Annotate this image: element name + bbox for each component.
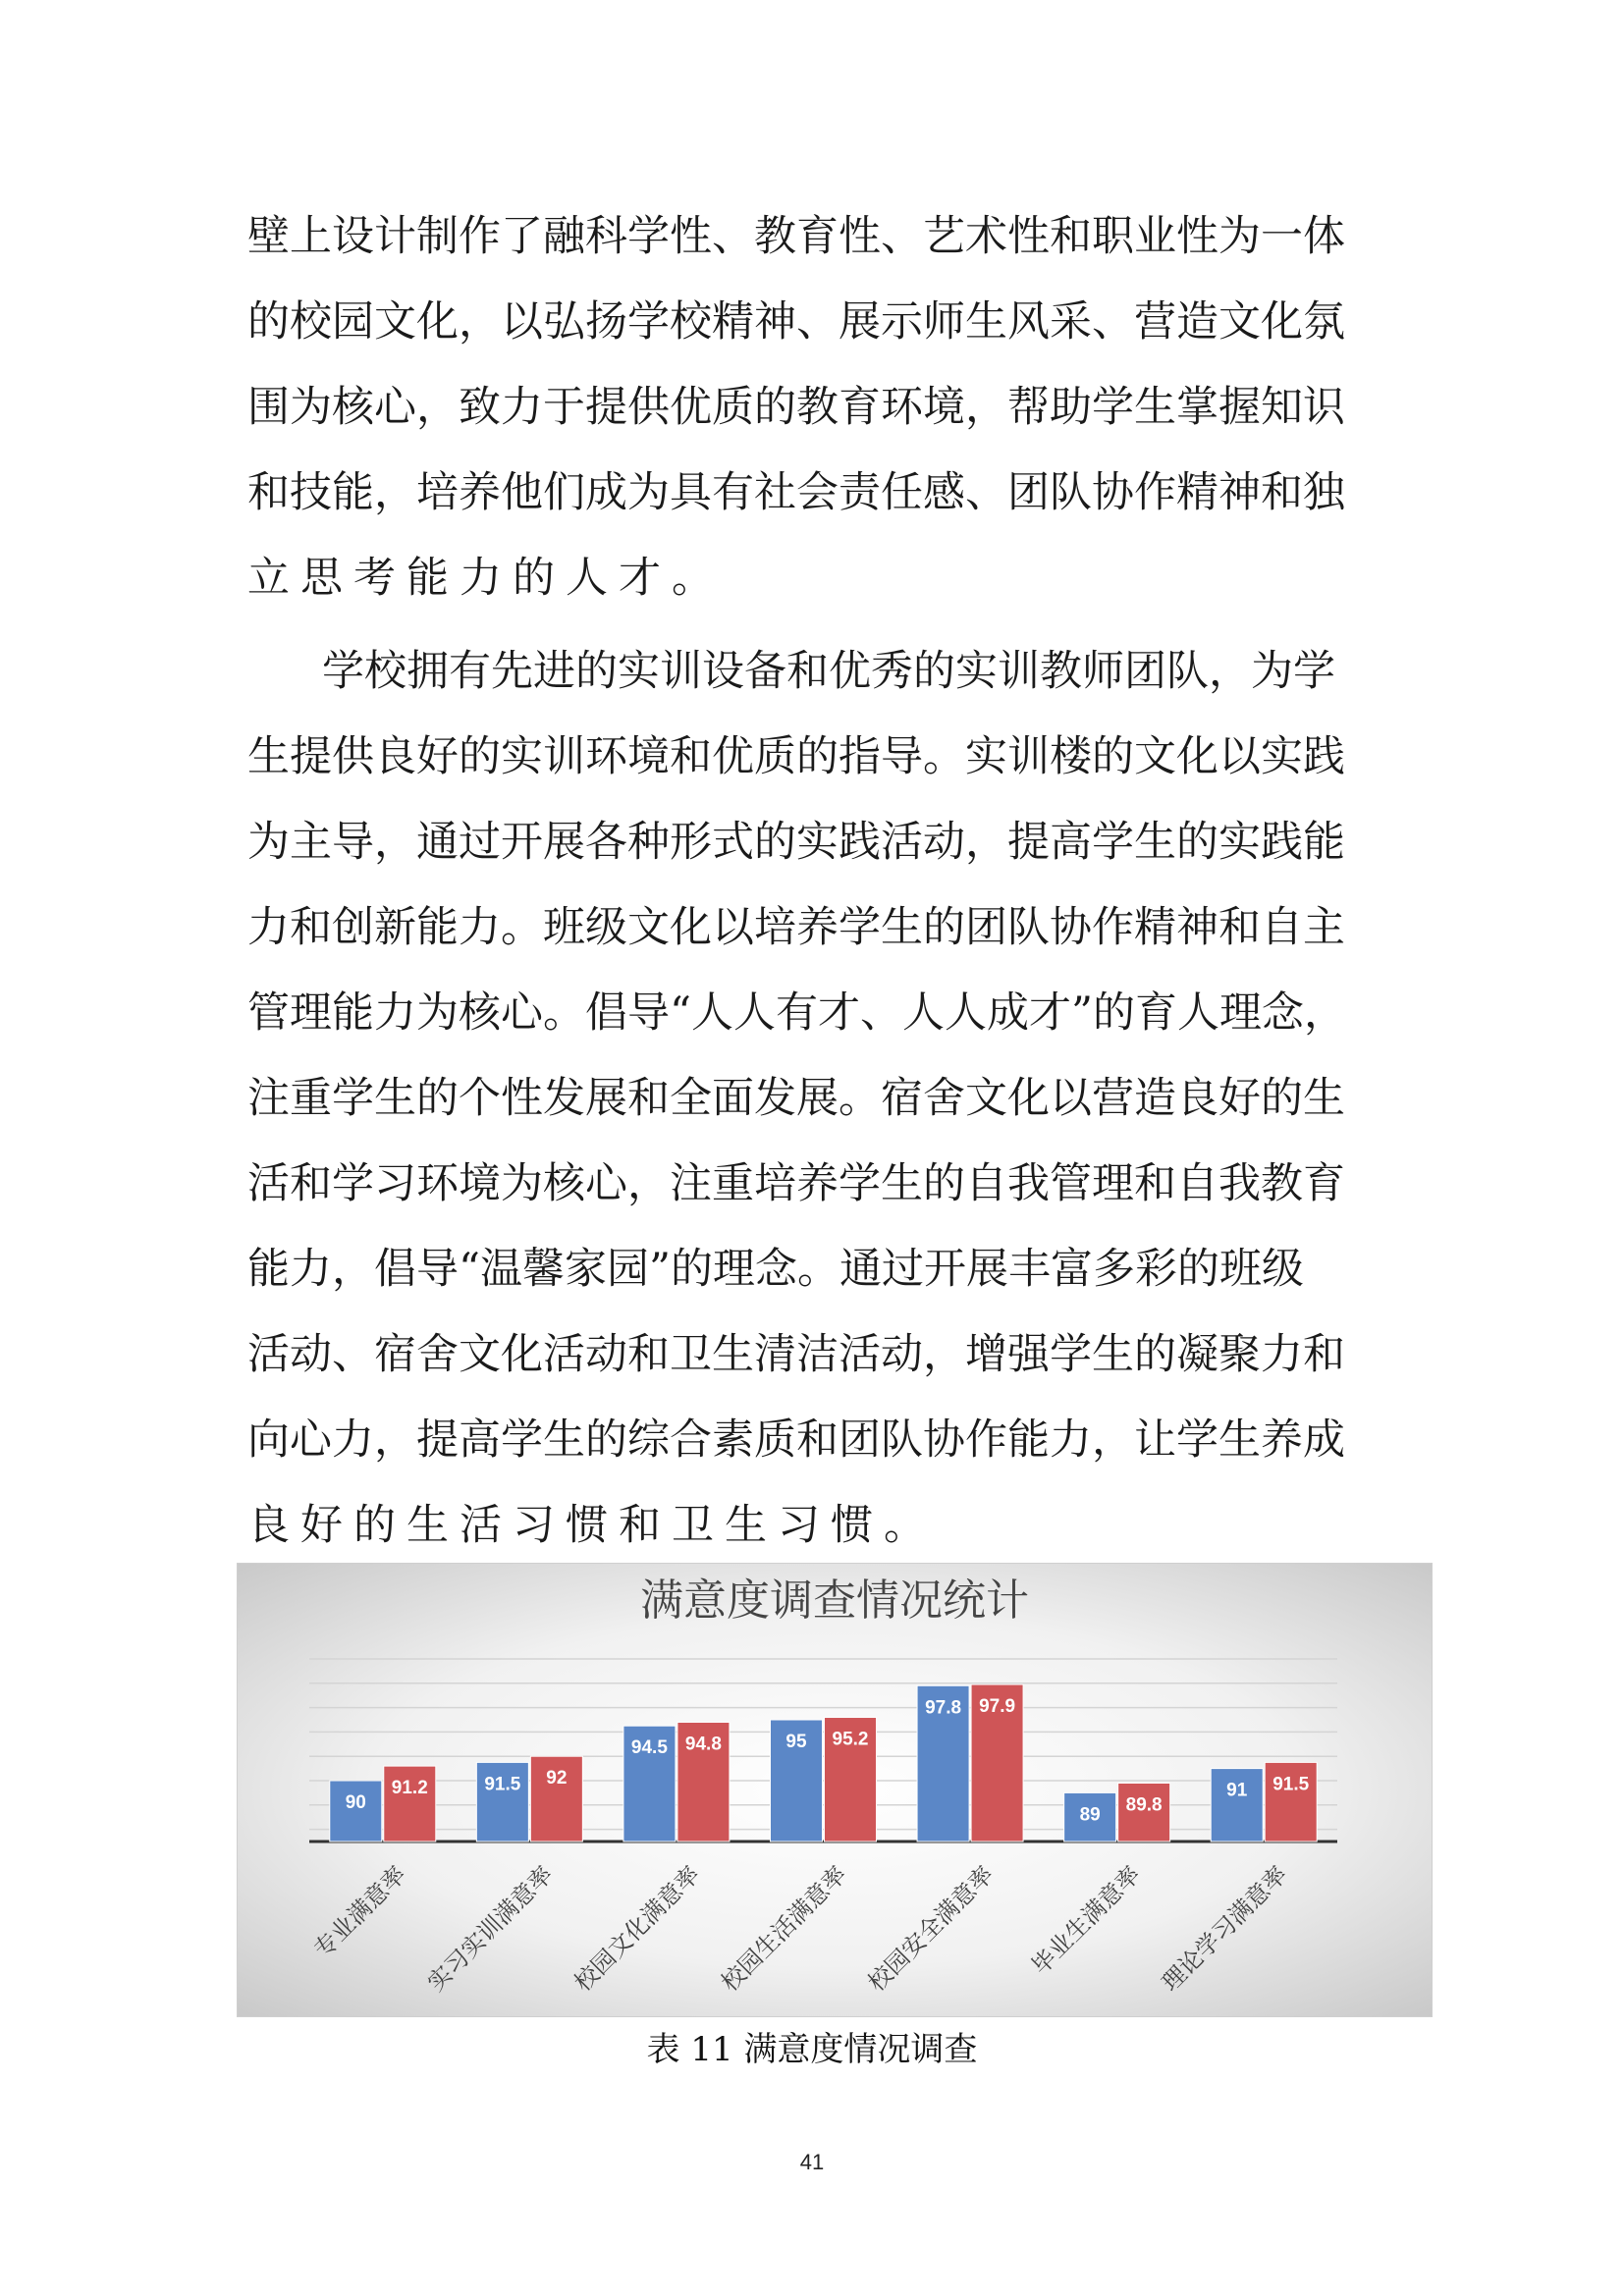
data-label: 89 <box>1079 1804 1101 1826</box>
figure-caption: 表 11 满意度情况调查 <box>646 2030 978 2069</box>
data-label: 91.5 <box>1272 1774 1310 1795</box>
category-label: 理论学习满意率 <box>1156 1860 1293 1998</box>
text-line: 的校园文化，以弘扬学校精神、展示师生风采、营造文化氛 <box>247 297 1345 347</box>
data-label: 94.8 <box>684 1734 722 1755</box>
text-line: 和技能，培养他们成为具有社会责任感、团队协作精神和独 <box>247 468 1345 517</box>
data-label: 97.8 <box>925 1697 962 1719</box>
text-line: 注重学生的个性发展和全面发展。宿舍文化以营造良好的生 <box>247 1074 1345 1123</box>
data-label: 92 <box>546 1768 568 1789</box>
text-line: 立思考能力的人才。 <box>247 554 725 603</box>
bar-chart-svg <box>238 1564 1432 2016</box>
category-label: 校园文化满意率 <box>568 1860 706 1998</box>
category-label: 实习实训满意率 <box>422 1860 559 1998</box>
data-label: 90 <box>345 1792 366 1813</box>
data-label: 95.2 <box>832 1729 869 1750</box>
data-label: 91.2 <box>391 1778 428 1799</box>
text-line: 活和学习环境为核心，注重培养学生的自我管理和自我教育 <box>247 1159 1345 1208</box>
text-line: 活动、宿舍文化活动和卫生清洁活动，增强学生的凝聚力和 <box>247 1330 1345 1379</box>
page-number: 41 <box>799 2150 825 2174</box>
text-line: 生提供良好的实训环境和优质的指导。实训楼的文化以实践 <box>247 732 1345 781</box>
text-line: 学校拥有先进的实训设备和优秀的实训教师团队，为学 <box>322 647 1335 696</box>
data-label: 97.9 <box>979 1696 1016 1718</box>
text-line: 管理能力为核心。倡导“人人有才、人人成才”的育人理念， <box>247 988 1346 1038</box>
text-line: 能力，倡导“温馨家园”的理念。通过开展丰富多彩的班级 <box>247 1245 1304 1294</box>
satisfaction-chart <box>237 1563 1433 2017</box>
data-label: 91.5 <box>484 1774 521 1795</box>
data-label: 91 <box>1226 1780 1248 1801</box>
text-line: 围为核心，致力于提供优质的教育环境，帮助学生掌握知识 <box>247 383 1345 432</box>
category-label: 专业满意率 <box>308 1860 412 1964</box>
data-label: 95 <box>785 1732 807 1752</box>
data-label: 89.8 <box>1125 1794 1163 1816</box>
category-label: 毕业生满意率 <box>1026 1860 1146 1981</box>
chart-title: 满意度调查情况统计 <box>640 1575 1029 1626</box>
text-line: 向心力，提高学生的综合素质和团队协作能力，让学生养成 <box>247 1415 1345 1465</box>
text-line: 为主导，通过开展各种形式的实践活动，提高学生的实践能 <box>247 818 1345 867</box>
paragraph-2 <box>247 629 1386 1569</box>
category-label: 校园安全满意率 <box>862 1860 1000 1998</box>
text-line: 壁上设计制作了融科学性、教育性、艺术性和职业性为一体 <box>247 212 1345 261</box>
category-label: 校园生活满意率 <box>716 1860 852 1998</box>
text-line: 良好的生活习惯和卫生习惯。 <box>247 1501 937 1550</box>
text-line: 力和创新能力。班级文化以培养学生的团队协作精神和自主 <box>247 903 1345 952</box>
data-label: 94.5 <box>630 1737 668 1759</box>
paragraph-1 <box>247 194 1386 621</box>
